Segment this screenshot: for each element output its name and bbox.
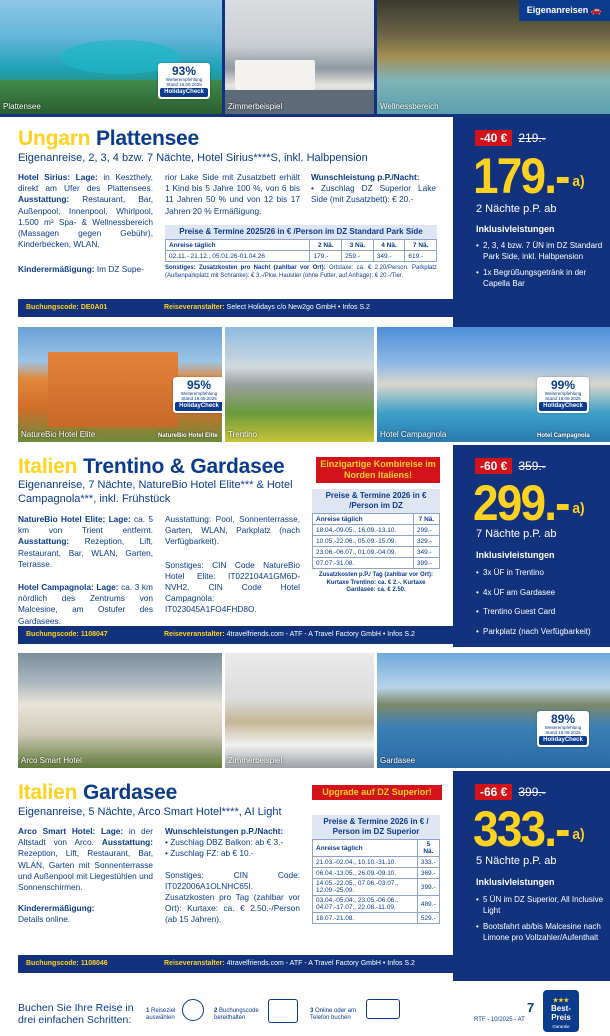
offer-ungarn-content xyxy=(0,117,453,327)
wunsch-item: • Zuschlag DBZ Balkon: ab € 3.- xyxy=(165,837,284,848)
th-5n: 5 Nä. xyxy=(417,840,439,857)
sonstiges-note xyxy=(165,264,437,280)
offer-col1 xyxy=(18,826,153,926)
ausstattung-label: Ausstattung: xyxy=(18,194,70,205)
table-row xyxy=(313,896,440,913)
badge-line1: Best- xyxy=(550,1004,571,1013)
rating-line1: Weiterempfehlung xyxy=(180,391,218,396)
booking-code: Buchungscode: 1108046 xyxy=(26,960,108,967)
holidaycheck-logo: HolidayCheck xyxy=(160,88,208,97)
photo-zimmer-arco xyxy=(225,653,374,768)
step-label: Reiseziel auswählen xyxy=(146,1008,176,1021)
table-row xyxy=(313,857,440,868)
photo-caption: Trentino xyxy=(228,430,258,439)
cell: 03.04.-05.04., 23.05.-06.06., 04.07.-17.07., 22.08.-11.09. xyxy=(313,896,418,913)
catalog-icon xyxy=(268,999,298,1023)
rating-hotel-label: NatureBio Hotel Elite xyxy=(158,433,218,439)
hotel1-label: NatureBio Hotel Elite: Lage: xyxy=(18,514,131,524)
wunsch-item: • Zuschlag FZ: ab € 10.- xyxy=(165,848,254,859)
photo-caption: Zimmerbeispiel xyxy=(228,102,283,111)
table-row xyxy=(313,879,440,896)
hotel1-text: ca. 5 km von Trient entfernt. xyxy=(18,514,154,536)
nights-label: 5 Nächte p.P. ab xyxy=(476,855,557,867)
footer-text: Buchen Sie Ihre Reise in drei einfachen Schritten: xyxy=(18,1002,134,1026)
stars-icon: ★★★ xyxy=(552,998,570,1004)
operator-label: Reiseveranstalter: xyxy=(164,960,225,967)
step-3 xyxy=(310,1008,364,1022)
price-value: 299.- xyxy=(473,475,569,531)
photo-campagnola xyxy=(377,327,610,442)
cell: 349.- xyxy=(413,547,439,558)
list-item: • 4x ÜF am Gardasee xyxy=(476,588,604,599)
offer-col2: rior Lake Side mit Zusatzbett erhält 1 Kind bis 5 Jahre 100 %, von 6 bis 11 Jahren 50 % und von 12 bis 17 Jahren 20 % Ermäßigung. xyxy=(165,172,300,216)
list-item: • Trentino Guest Card xyxy=(476,607,604,618)
holidaycheck-badge xyxy=(537,377,589,413)
rating-percent: 99% xyxy=(550,378,576,392)
photo-gardasee xyxy=(377,653,610,768)
price-table-heading: Preise & Termine 2026 in € / Person im DZ Superior xyxy=(312,815,440,839)
incl-list xyxy=(476,241,604,295)
holidaycheck-logo: HolidayCheck xyxy=(175,402,222,411)
kinder-text: Im DZ Supe- xyxy=(94,264,144,275)
incl-list xyxy=(476,568,604,643)
list-item: • Bootsfahrt ab/bis Malcesine nach Limone pro Vollzahler/Aufenthalt xyxy=(476,922,604,943)
photo-arco xyxy=(18,653,222,768)
step-number: 1 xyxy=(146,1008,150,1014)
sonstiges-text: Ortstaxe: ca. € 2.20/Person. Parkplatz (Außenparkplatz mit Schranke): € 3.-/Pkw. Haustier (ohne Futter, auf Anfrage): € 20.-/Tier. xyxy=(165,265,437,279)
price xyxy=(473,148,585,204)
wunsch-item-text: Zuschlag DBZ Balkon: ab € 3.- xyxy=(170,837,284,848)
th-3n: 3 Nä. xyxy=(342,240,374,251)
step-number: 3 xyxy=(310,1008,314,1014)
operator-name: 4travelfriends.com - ATF - A Travel Factory GmbH • Infos S.2 xyxy=(226,631,415,638)
wunsch-label: Wunschleistungen p.P./Nacht: xyxy=(165,826,284,836)
offer-gardasee-content xyxy=(0,771,453,981)
kinder-text: Details online. xyxy=(18,914,71,925)
offer-gardasee-price xyxy=(465,771,610,981)
cell: 529.- xyxy=(417,913,439,924)
operator-label: Reiseveranstalter: xyxy=(164,304,225,311)
bestpreis-badge xyxy=(543,990,579,1032)
hotel-lage-label: Hotel Sirius: Lage: xyxy=(18,172,98,182)
operator-name: 4travelfriends.com - ATF - A Travel Factory GmbH • Infos S.2 xyxy=(226,960,415,967)
photo-caption: Arco Smart Hotel xyxy=(21,756,82,765)
offer-trentino-price xyxy=(465,445,610,647)
rating-percent: 89% xyxy=(550,712,576,726)
list-item: • Parkplatz (nach Verfügbarkeit) xyxy=(476,627,604,638)
hotel-text: in der Altstadt von Arco. xyxy=(18,826,154,848)
photo-caption: NatureBio Hotel Elite xyxy=(21,430,96,439)
photo-zimmer-ungarn xyxy=(225,0,374,114)
cell: 399.- xyxy=(417,879,439,896)
photo-caption: Gardasee xyxy=(380,756,416,765)
table-row xyxy=(313,525,440,536)
hotel2-label: Hotel Campagnola: Lage: xyxy=(18,582,119,593)
cell: 619.- xyxy=(405,251,437,262)
rating-line2: Stand 16.09.2025 xyxy=(545,730,581,735)
price-table-heading: Preise & Termine 2026 in € /Person im DZ xyxy=(312,489,440,513)
price-footnote: a) xyxy=(572,173,585,190)
table-row xyxy=(166,251,437,262)
photo-caption: Zimmerbeispiel xyxy=(228,756,283,765)
kinder-label: Kinderermäßigung: xyxy=(18,264,95,275)
offer-col2 xyxy=(165,514,300,616)
th-2n: 2 Nä. xyxy=(310,240,342,251)
cell: 489.- xyxy=(417,896,439,913)
operator-name: Select Holidays c/o New2go GmbH • Infos S.2 xyxy=(226,304,370,311)
offer-region: Plattensee xyxy=(95,127,200,150)
table-row xyxy=(313,547,440,558)
th-4n: 4 Nä. xyxy=(373,240,405,251)
th-anreise: Anreise täglich xyxy=(313,514,414,525)
price-footnote: a) xyxy=(572,500,585,517)
cell: 06.04.-13.05., 26.09.-09.10. xyxy=(313,868,418,879)
price xyxy=(473,475,585,531)
rating-line2: Stand 16.09.2025 xyxy=(181,396,217,401)
table-row xyxy=(313,868,440,879)
booking-bar xyxy=(18,299,453,317)
incl-heading: Inklusivleistungen xyxy=(476,224,555,234)
offer-country: Ungarn xyxy=(18,127,91,150)
offer-region: Trentino & Gardasee xyxy=(82,455,285,478)
rating-line2: Stand 16.09.2025 xyxy=(166,82,202,87)
holidaycheck-badge xyxy=(537,711,589,747)
booking-bar xyxy=(18,626,453,644)
nights-label: 2 Nächte p.P. ab xyxy=(476,203,557,215)
list-item: • 2, 3, 4 bzw. 7 ÜN im DZ Standard Park Side, inkl. Halbpension xyxy=(476,241,604,262)
globe-icon xyxy=(182,999,204,1021)
step-label: Buchungscode bereithalten xyxy=(214,1008,259,1021)
badge-line3: Garantie xyxy=(552,1024,570,1029)
eigenanreisen-tag xyxy=(519,0,610,21)
offer-title xyxy=(18,455,285,479)
promo-banner: Einzigartige Kombireise im Norden Italiens! xyxy=(316,457,440,483)
incl-list xyxy=(476,895,604,949)
discount-badge: -60 € xyxy=(475,458,512,474)
price-table-heading: Preise & Termine 2025/26 in € /Person im DZ Standard Park Side xyxy=(165,225,437,239)
offer-country: Italien xyxy=(18,781,78,804)
photo-plattensee xyxy=(0,0,222,114)
discount xyxy=(475,130,546,146)
operator-label: Reiseveranstalter: xyxy=(164,631,225,638)
table-row xyxy=(313,913,440,924)
offer-title xyxy=(18,127,199,151)
hotel-label: Arco Smart Hotel: Lage: xyxy=(18,826,124,836)
booking-bar xyxy=(18,955,453,973)
cell: 349.- xyxy=(373,251,405,262)
hotel2-text: ca. 3 km nördlich des Zentrums von Malcesine, am Ostufer des Gardasees. xyxy=(18,582,153,626)
price-value: 333.- xyxy=(473,801,569,857)
th-anreise: Anreise täglich xyxy=(313,840,418,857)
holidaycheck-logo: HolidayCheck xyxy=(539,402,587,411)
footer xyxy=(0,988,610,1036)
cell: 329.- xyxy=(413,536,439,547)
offer-trentino-content xyxy=(0,445,453,647)
old-price: 359.- xyxy=(518,459,546,473)
photo-caption: Wellnessbereich xyxy=(380,102,439,111)
page-number: 7 xyxy=(527,1000,535,1015)
laptop-phone-icon xyxy=(366,999,400,1019)
wunsch-item-text: Zuschlag FZ: ab € 10.- xyxy=(170,848,254,859)
zusatz-note: Zusatzkosten p.P./ Tag (zahlbar vor Ort): Kurtaxe Trentino: ca. € 2.-. Kurtaxe Gardasee: ca. € 2.50. xyxy=(318,572,434,593)
ausstattung-label: Ausstattung: xyxy=(101,837,153,848)
cell: 10.05.-22.06., 05.09.-15.09. xyxy=(313,536,414,547)
th-7n: 7 Nä. xyxy=(413,514,439,525)
offer-col3 xyxy=(311,172,436,206)
ausstattung-text: Rezeption, Lift, Restaurant, Bar, WLAN, Garten mit Sonnenterrasse und Außenpool mit Liegestühlen und Sonnenschirmen. xyxy=(18,848,153,893)
cell: 259.- xyxy=(342,251,374,262)
wunsch-item: • Zuschlag DZ Superior Lake Side (mit Zusatzbett): € 20.- xyxy=(311,183,436,205)
col2-sonstiges: Sonstiges: CIN Code: IT022006A1OLNHC65I. Zusatzkosten pro Tag (zahlbar vor Ort): Kurtaxe: ca. € 2.50.-/Person (ab 15 Jahren). xyxy=(165,869,300,925)
issue-code: RTF - 10/2025 - AT xyxy=(474,1017,525,1023)
col2-sonstiges: Sonstiges: CIN Code NatureBio Hotel Elite: IT022104A1GM6D-NVH2. CIN Code Hotel Campagnola: IT023045A1FO4FHD8O. xyxy=(165,559,300,615)
kinder-label: Kinderermäßigung: xyxy=(18,903,95,914)
table-row xyxy=(313,558,440,569)
booking-code: Buchungscode: 1108047 xyxy=(26,631,108,638)
ausstattung-label: Ausstattung: xyxy=(18,536,70,547)
ausstattung-text: Rezeption, Lift, Restaurant, Bar, WLAN, Garten, Terrasse. xyxy=(18,536,153,569)
old-price: 399.- xyxy=(518,785,546,799)
col2-ausstattung: Ausstattung: Pool, Sonnenterrasse, Garten, WLAN, Parkplatz (nach Verfügbarkeit). xyxy=(165,514,300,547)
rating-percent: 95% xyxy=(186,378,212,392)
promo-banner: Upgrade auf DZ Superior! xyxy=(312,785,442,800)
sonstiges-label: Sonstiges: Zusatzkosten pro Nacht (zahlbar vor Ort): xyxy=(165,265,326,271)
holidaycheck-badge xyxy=(158,63,210,99)
cell: 333.- xyxy=(417,857,439,868)
cell: 23.06.-06.07., 01.09.-04.09. xyxy=(313,547,414,558)
rating-percent: 93% xyxy=(171,64,197,78)
ausstattung-text: Restaurant, Bar, Außenpool, Innenpool, Whirlpool, 1.500 m² Spa- & Wellnessbereich (Massagen gegen Gebühr), Kinderbecken, WLAN. xyxy=(18,194,153,250)
cell: 18.07.-21.08. xyxy=(313,913,418,924)
discount xyxy=(475,784,546,800)
car-icon: 🚗 xyxy=(590,5,602,15)
wunsch-label: Wunschleistung p.P./Nacht: xyxy=(311,172,420,182)
offer-region: Gardasee xyxy=(82,781,178,804)
price-table-gardasee xyxy=(312,815,440,924)
offer-title xyxy=(18,781,177,805)
photo-naturebio xyxy=(18,327,222,442)
price-footnote: a) xyxy=(572,826,585,843)
offer-ungarn-price xyxy=(465,117,610,327)
offer-col2 xyxy=(165,826,300,926)
holidaycheck-logo: HolidayCheck xyxy=(539,736,587,745)
offer-subtitle: Eigenanreise, 5 Nächte, Arco Smart Hotel****, AI Light xyxy=(18,806,282,818)
list-item: • 1x Begrüßungsgetränk in der Capella Bar xyxy=(476,268,604,289)
step-1 xyxy=(146,1008,180,1022)
cell: 179.- xyxy=(310,251,342,262)
old-price: 219.- xyxy=(518,131,546,145)
cell: 14.05.-22.05., 07.06.-03.07., 12.09.-25.09. xyxy=(313,879,418,896)
hotel-lage-text: in Keszthely, direkt am Ufer des Plattensees. xyxy=(18,172,153,194)
discount-badge: -40 € xyxy=(475,130,512,146)
photo-caption: Plattensee xyxy=(3,102,41,111)
th-label: Anreise täglich xyxy=(169,241,216,249)
photo-caption: Hotel Campagnola xyxy=(380,430,447,439)
cell: 07.07.-31.08. xyxy=(313,558,414,569)
holidaycheck-badge xyxy=(173,377,222,413)
price-value: 179.- xyxy=(473,148,569,204)
eigenanreisen-label: Eigenanreisen xyxy=(526,5,589,15)
discount xyxy=(475,458,546,474)
cell: 369.- xyxy=(417,868,439,879)
rating-line1: Weiterempfehlung xyxy=(544,725,582,730)
incl-heading: Inklusivleistungen xyxy=(476,550,555,560)
price-table-trentino xyxy=(312,489,440,595)
offer-subtitle: Eigenanreise, 2, 3, 4 bzw. 7 Nächte, Hotel Sirius****S, inkl. Halbpension xyxy=(18,152,368,164)
cell: 02.11.- 21.12., 05.01.26-01.04.26 xyxy=(166,251,310,262)
th-anreise xyxy=(166,240,310,251)
rating-line1: Weiterempfehlung xyxy=(544,391,582,396)
list-item: • 3x ÜF in Trentino xyxy=(476,568,604,579)
rating-line1: Weiterempfehlung xyxy=(165,77,203,82)
cell: 21.03.-02.04., 10.10.-31.10. xyxy=(313,857,418,868)
rating-line2: Stand 16.09.2025 xyxy=(545,396,581,401)
price-table-ungarn xyxy=(165,225,437,280)
badge-line2: Preis xyxy=(551,1013,571,1022)
cell: 18.04.-09.05., 16.09.-13.10. xyxy=(313,525,414,536)
discount-badge: -66 € xyxy=(475,784,512,800)
photo-trentino xyxy=(225,327,374,442)
list-item: • 5 ÜN im DZ Superior, All Inclusive Light xyxy=(476,895,604,916)
price xyxy=(473,801,585,857)
wunsch-item-text: Zuschlag DZ Superior Lake Side (mit Zusatzbett): € 20.- xyxy=(311,183,436,205)
th-7n: 7 Nä. xyxy=(405,240,437,251)
step-number: 2 xyxy=(214,1008,218,1014)
offer-col1 xyxy=(18,172,153,276)
offer-col1 xyxy=(18,514,153,627)
offer-country: Italien xyxy=(18,455,78,478)
cell: 399.- xyxy=(413,558,439,569)
step-label: Online oder am Telefon buchen xyxy=(310,1008,357,1021)
offer-subtitle: Eigenanreise, 7 Nächte, NatureBio Hotel Elite*** & Hotel Campagnola***, inkl. Frühstück xyxy=(18,479,293,505)
booking-code: Buchungscode: DE0A01 xyxy=(26,304,108,311)
nights-label: 7 Nächte p.P. ab xyxy=(476,528,557,540)
table-row xyxy=(313,536,440,547)
rating-hotel-label: Hotel Campagnola xyxy=(537,433,590,439)
step-2 xyxy=(214,1008,264,1022)
cell: 299.- xyxy=(413,525,439,536)
incl-heading: Inklusivleistungen xyxy=(476,877,555,887)
